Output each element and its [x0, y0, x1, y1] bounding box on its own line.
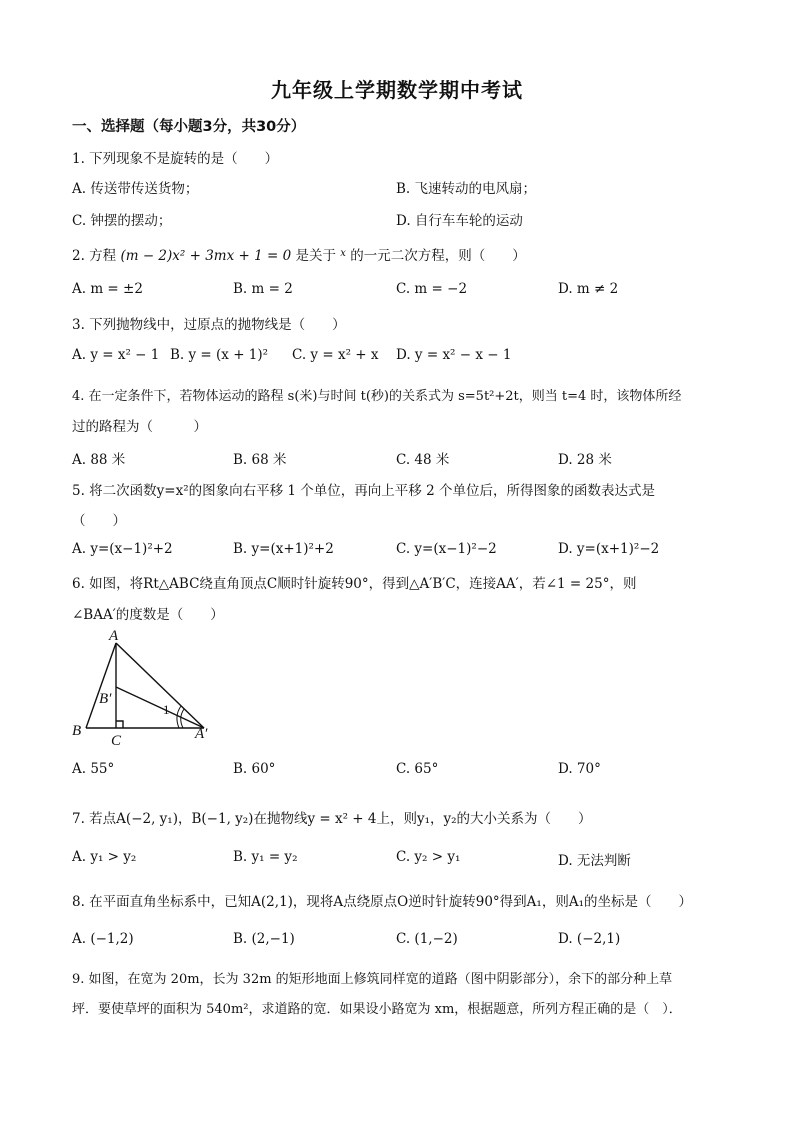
question-4-stem-line-1: 4. 在一定条件下，若物体运动的路程 s(米)与时间 t(秒)的关系式为 s=5t²+2t，则当 t=4 时，该物体所经	[72, 389, 682, 404]
segment-B1A1	[116, 687, 204, 728]
question-1-option-c: C. 钟摆的摆动；	[72, 213, 172, 229]
question-6-option-c: C. 65°	[396, 761, 439, 777]
question-9-stem-line-1: 9. 如图，在宽为 20m，长为 32m 的矩形地面上修筑同样宽的道路（图中阴影部分），余下的部分种上草	[72, 972, 673, 987]
question-8-option-c: C. (1,−2)	[396, 931, 458, 947]
label-B-prime: B′	[99, 691, 112, 707]
question-7-option-c: C. y₂ > y₁	[396, 849, 461, 865]
label-angle-1: 1	[163, 702, 170, 717]
question-6-stem-line-2: ∠BAA′的度数是（ ）	[72, 607, 224, 623]
label-A-prime: A′	[195, 726, 208, 742]
question-3-option-b: B. y = (x + 1)²	[170, 347, 269, 363]
question-8-stem: 8. 在平面直角坐标系中，已知A(2,1)，现将A点绕原点O逆时针旋转90°得到A₁，则A₁的坐标是（ ）	[72, 894, 692, 910]
right-angle-mark	[116, 721, 123, 728]
section-heading: 一、选择题（每小题3分，共30分）	[72, 119, 306, 135]
question-2-stem	[72, 244, 526, 264]
question-5-stem-line-1: 5. 将二次函数y=x²的图象向右平移 1 个单位，再向上平移 2 个单位后，所得图象的函数表达式是	[72, 483, 655, 499]
label-C: C	[111, 733, 122, 749]
question-3-option-a: A. y = x² − 1	[72, 347, 160, 363]
question-3-option-c: C. y = x² + x	[292, 347, 379, 363]
question-2-number: 2. 方程	[72, 248, 117, 264]
question-2-option-c: C. m = −2	[396, 281, 468, 297]
question-1-option-a: A. 传送带传送货物；	[72, 181, 199, 197]
question-1-stem: 1. 下列现象不是旋转的是（ ）	[72, 151, 279, 167]
question-6-option-d: D. 70°	[558, 761, 601, 777]
question-7-option-a: A. y₁ > y₂	[72, 849, 137, 865]
question-4-option-d: D. 28 米	[558, 452, 612, 468]
question-5-option-b: B. y=(x+1)²+2	[233, 541, 334, 557]
segment-AA1	[116, 643, 204, 728]
question-4-option-b: B. 68 米	[233, 452, 287, 468]
question-5-option-c: C. y=(x−1)²−2	[396, 541, 497, 557]
question-4-stem-line-2: 过的路程为（ ）	[72, 419, 207, 435]
question-7-option-b: B. y₁ = y₂	[233, 849, 298, 865]
segment-AB	[86, 643, 116, 728]
question-2-option-d: D. m ≠ 2	[558, 281, 619, 297]
question-6-option-a: A. 55°	[72, 761, 115, 777]
question-6-stem-line-1: 6. 如图，将Rt△ABC绕直角顶点C顺时针旋转90°，得到△A′B′C，连接AA′，若∠1 = 25°，则	[72, 576, 637, 592]
question-7-stem: 7. 若点A(−2, y₁)，B(−1, y₂)在抛物线y = x² + 4上，则y₁，y₂的大小关系为（ ）	[72, 811, 592, 827]
question-3-option-d: D. y = x² − x − 1	[396, 347, 512, 363]
question-8-option-d: D. (−2,1)	[558, 931, 621, 947]
question-2-option-a: A. m = ±2	[72, 281, 143, 297]
question-3-stem: 3. 下列抛物线中，过原点的抛物线是（ ）	[72, 317, 346, 333]
question-8-option-a: A. (−1,2)	[72, 931, 134, 947]
page-title: 九年级上学期数学期中考试	[271, 78, 523, 102]
question-2-variable: x	[340, 248, 346, 259]
question-5-option-a: A. y=(x−1)²+2	[72, 541, 173, 557]
question-9-stem-line-2: 坪．要使草坪的面积为 540m²，求道路的宽．如果设小路宽为 xm，根据题意，所列方程正确的是（ ）．	[72, 1002, 682, 1017]
question-2-equation: (m − 2)x² + 3mx + 1 = 0	[120, 248, 292, 264]
question-2-option-b: B. m = 2	[233, 281, 293, 297]
question-2-tail: 的一元二次方程，则（ ）	[350, 248, 526, 264]
question-1-option-d: D. 自行车车轮的运动	[396, 213, 523, 229]
question-8-option-b: B. (2,−1)	[233, 931, 295, 947]
question-4-option-a: A. 88 米	[72, 452, 126, 468]
question-6-figure	[66, 625, 236, 750]
question-5-option-d: D. y=(x+1)²−2	[558, 541, 660, 557]
label-B: B	[72, 723, 82, 739]
question-1-option-b: B. 飞速转动的电风扇；	[396, 181, 537, 197]
question-7-option-d: D. 无法判断	[558, 853, 631, 869]
question-2-mid: 是关于	[295, 248, 336, 264]
question-4-option-c: C. 48 米	[396, 452, 450, 468]
question-5-stem-line-2: （ ）	[72, 513, 126, 529]
label-A: A	[109, 628, 119, 644]
question-6-option-b: B. 60°	[233, 761, 276, 777]
